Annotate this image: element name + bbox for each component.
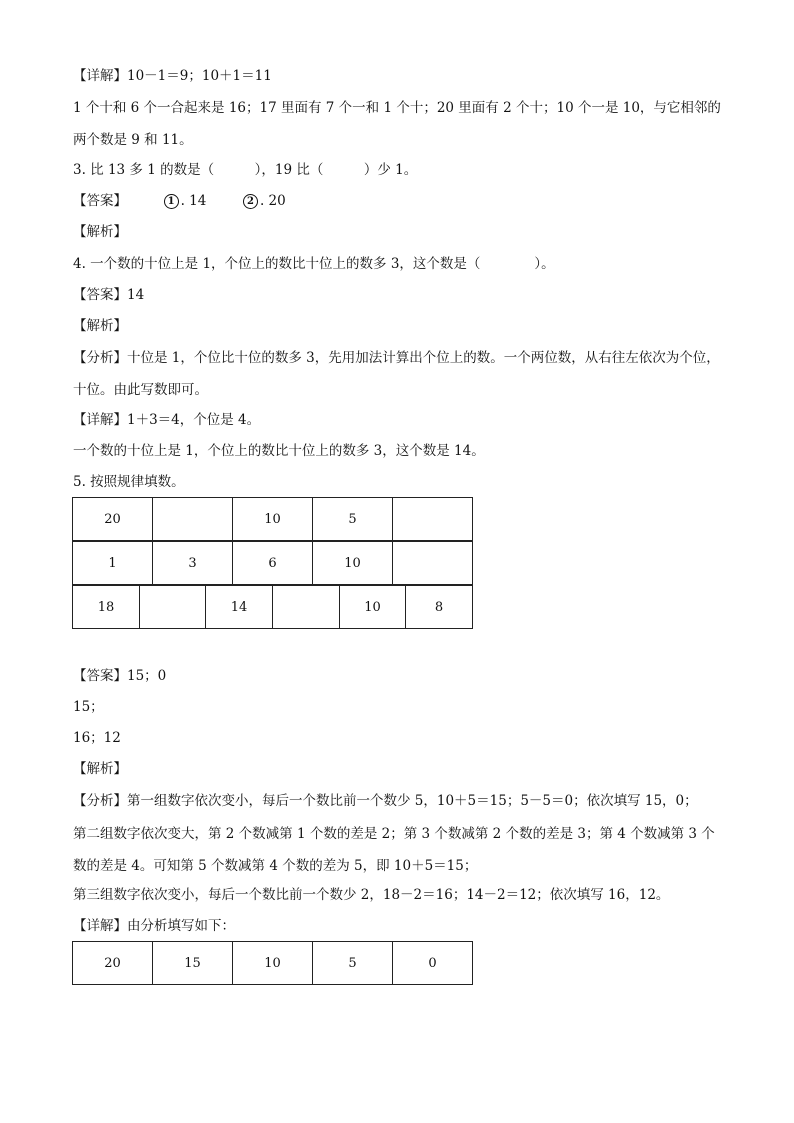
table-row xyxy=(73,586,473,629)
table-row xyxy=(73,498,473,541)
table-cell: 15 xyxy=(153,942,233,985)
table-cell: 10 xyxy=(233,942,313,985)
detail-tag: 【详解】 xyxy=(73,412,127,428)
question-4-answer xyxy=(73,285,144,305)
fenxi-text: 十位是 1，个位比十位的数多 3，先用加法计算出个位上的数。一个两位数，从右往左依次为个位，十位。由此写数即可。 xyxy=(73,350,720,398)
answer-table xyxy=(72,941,473,985)
answer-tag: 【答案】 xyxy=(73,668,127,684)
detail-text: 由分析填写如下： xyxy=(127,918,235,934)
table-cell: 10 xyxy=(340,586,406,629)
table-cell: 5 xyxy=(313,942,393,985)
table-cell-blank[interactable] xyxy=(140,586,206,629)
table-cell: 10 xyxy=(313,542,393,585)
question-5-answer-2: 15； xyxy=(73,699,104,715)
question-5-fenxi xyxy=(73,791,698,811)
fenxi-tag: 【分析】 xyxy=(73,350,127,366)
question-5-answer-3: 16；12 xyxy=(73,730,121,746)
detail-tag: 【详解】 xyxy=(73,918,127,934)
question-5: 5. 按照规律填数。 xyxy=(73,474,185,490)
question-4-detail xyxy=(73,410,260,430)
table-cell: 5 xyxy=(313,498,393,541)
table-cell-blank[interactable] xyxy=(153,498,233,541)
table-cell: 1 xyxy=(73,542,153,585)
table-cell: 3 xyxy=(153,542,233,585)
table-cell: 20 xyxy=(73,942,153,985)
table-cell: 0 xyxy=(393,942,473,985)
answer-tag: 【答案】 xyxy=(73,193,127,209)
table-row xyxy=(73,542,473,585)
table-cell: 6 xyxy=(233,542,313,585)
answer-value-2: . 20 xyxy=(259,193,286,209)
question-5-answer xyxy=(73,666,166,686)
detail-tag: 【详解】 xyxy=(73,68,127,84)
circled-number-1: 1 xyxy=(164,194,179,209)
question-5-analysis: 【解析】 xyxy=(73,761,127,777)
answer-text: 15；0 xyxy=(127,668,167,684)
table-cell: 8 xyxy=(406,586,473,629)
question-3-answer xyxy=(73,191,286,211)
table-cell-blank[interactable] xyxy=(393,498,473,541)
detail-text: 10－1＝9；10＋1＝11 xyxy=(127,68,272,84)
circled-number-2: 2 xyxy=(243,194,258,209)
detail-text: 1＋3＝4，个位是 4。 xyxy=(127,412,261,428)
answer-text: 14 xyxy=(127,287,145,303)
pattern-table-row1 xyxy=(72,497,473,541)
question-4-fenxi xyxy=(73,342,723,406)
detail-1 xyxy=(73,66,272,86)
table-cell-blank[interactable] xyxy=(393,542,473,585)
question-4: 4. 一个数的十位上是 1，个位上的数比十位上的数多 3，这个数是（ ）。 xyxy=(73,256,555,272)
pattern-table-row2 xyxy=(72,541,473,585)
question-4-analysis: 【解析】 xyxy=(73,318,127,334)
table-cell: 20 xyxy=(73,498,153,541)
table-cell: 18 xyxy=(73,586,140,629)
table-cell: 10 xyxy=(233,498,313,541)
question-3-analysis: 【解析】 xyxy=(73,224,127,240)
fenxi-tag: 【分析】 xyxy=(73,793,127,809)
table-row xyxy=(73,942,473,985)
table-cell-blank[interactable] xyxy=(273,586,340,629)
question-4-detail-body: 一个数的十位上是 1，个位上的数比十位上的数多 3，这个数是 14。 xyxy=(73,443,485,459)
pattern-table-row3 xyxy=(72,585,473,629)
question-5-detail xyxy=(73,916,235,936)
question-3: 3. 比 13 多 1 的数是（ ），19 比（ ）少 1。 xyxy=(73,162,418,178)
question-5-fenxi-3: 第三组数字依次变小，每后一个数比前一个数少 2，18－2＝16；14－2＝12；依次填写 16，12。 xyxy=(73,887,670,903)
answer-value-1: . 14 xyxy=(180,193,207,209)
table-cell: 14 xyxy=(206,586,273,629)
answer-tag: 【答案】 xyxy=(73,287,127,303)
question-5-fenxi-2: 第二组数字依次变大，第 2 个数减第 1 个数的差是 2；第 3 个数减第 2 个数的差是 3；第 4 个数减第 3 个数的差是 4。可知第 5 个数减第 4 个数的差为 5，即 10＋5＝15； xyxy=(73,826,715,874)
detail-1-body: 1 个十和 6 个一合起来是 16；17 里面有 7 个一和 1 个十；20 里面有 2 个十；10 个一是 10，与它相邻的两个数是 9 和 11。 xyxy=(73,100,721,148)
fenxi-text: 第一组数字依次变小，每后一个数比前一个数少 5，10＋5＝15；5－5＝0；依次填写 15，0； xyxy=(127,793,698,809)
